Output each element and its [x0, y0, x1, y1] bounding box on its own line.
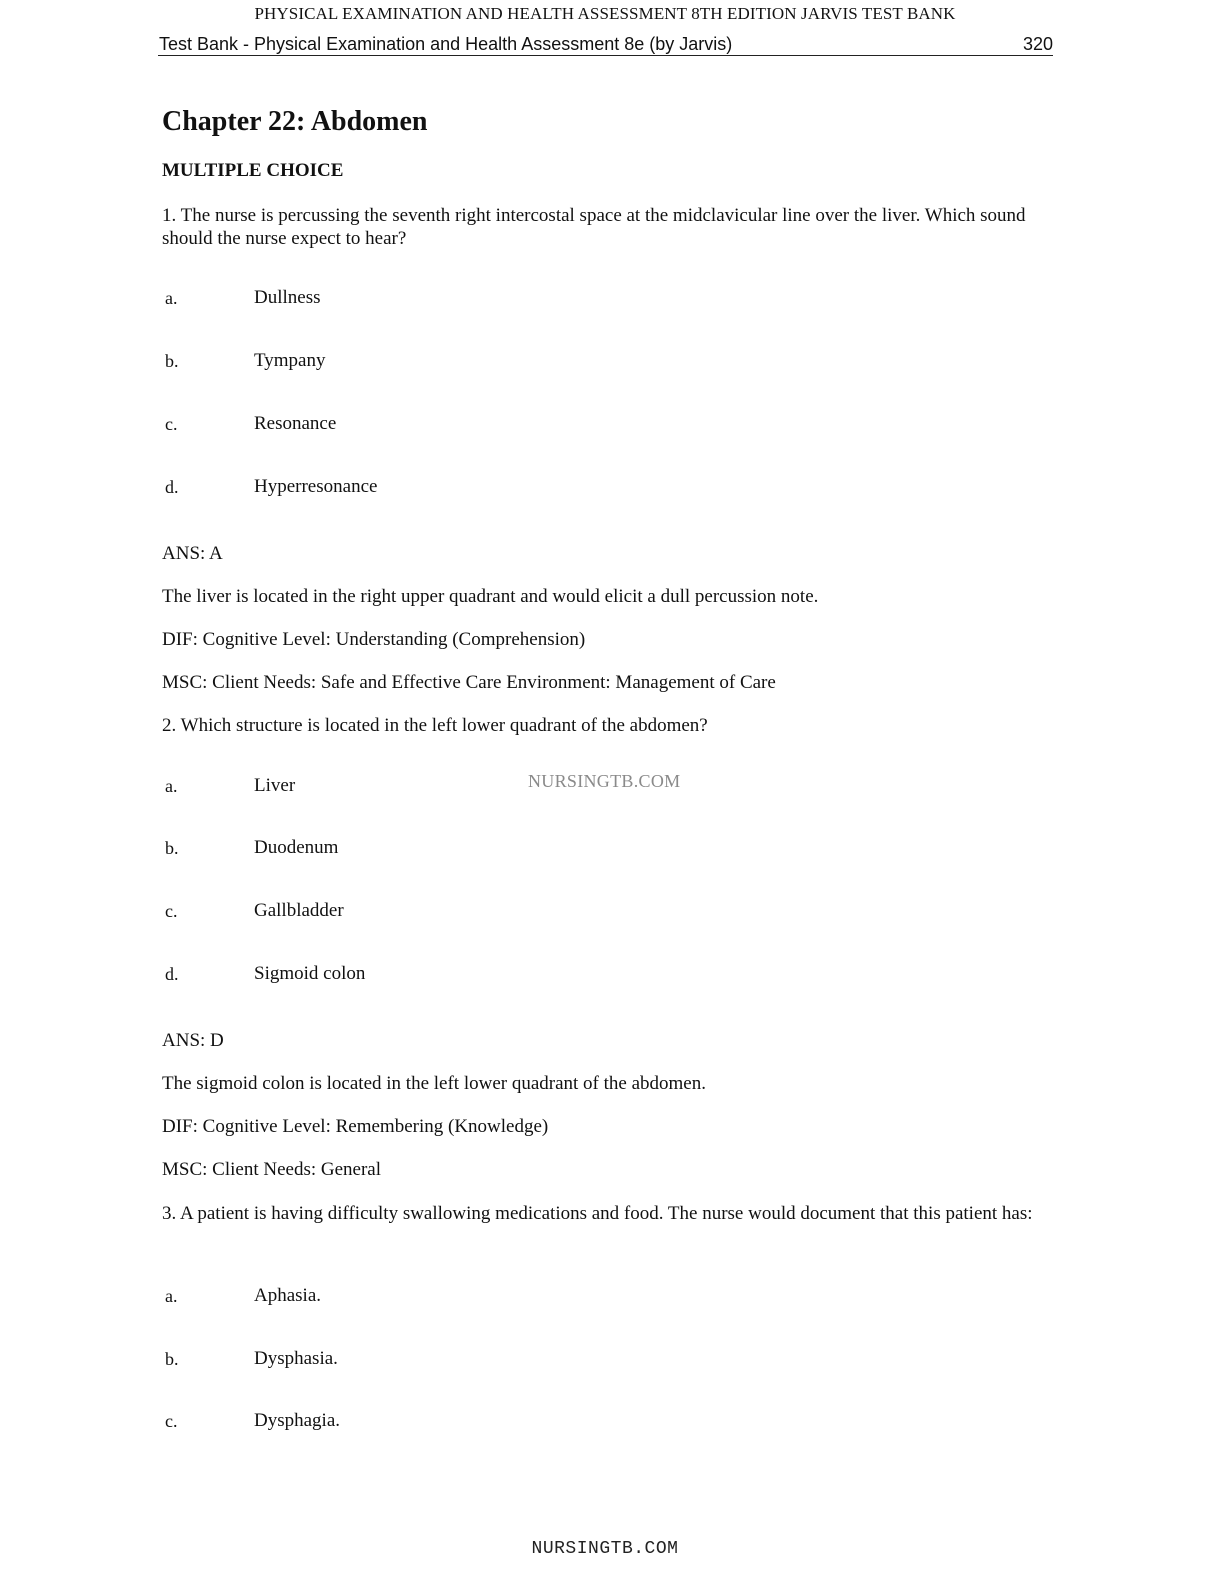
question-2-option-a-text: Liver — [254, 775, 296, 796]
question-1-option-d-text: Hyperresonance — [254, 476, 378, 497]
question-2-option-b-letter: b. — [165, 838, 179, 858]
question-2-option-d-letter: d. — [165, 964, 179, 984]
page-number: 320 — [1022, 34, 1053, 54]
question-2-option-a-letter: a. — [165, 776, 178, 796]
question-3-stem: 3. A patient is having difficulty swallowing medications and food. The nurse would document that this patient has: — [162, 1203, 1033, 1224]
question-2-option-d-text: Sigmoid colon — [254, 963, 366, 984]
question-1-stem: 1. The nurse is percussing the seventh right intercostal space at the midclavicular line over the liver. Which sound should the nurse expect to hear? — [162, 205, 1026, 249]
question-3-option-c-text: Dysphagia. — [254, 1410, 341, 1431]
question-1-option-b-text: Tympany — [254, 350, 326, 371]
question-3-option-a-letter: a. — [165, 1286, 178, 1306]
watermark-text: NURSINGTB.COM — [528, 771, 681, 791]
question-3-option-c-letter: c. — [165, 1411, 178, 1431]
footer-watermark: NURSINGTB.COM — [531, 1539, 679, 1559]
question-1-client-needs: MSC: Client Needs: Safe and Effective Care Environment: Management of Care — [162, 672, 776, 693]
header-title: Test Bank - Physical Examination and Health Assessment 8e (by Jarvis) — [159, 34, 733, 54]
question-1-option-a-letter: a. — [165, 288, 178, 308]
question-1-answer: ANS: A — [162, 543, 223, 564]
question-2-stem: 2. Which structure is located in the left lower quadrant of the abdomen? — [162, 715, 708, 736]
question-2-answer: ANS: D — [162, 1030, 224, 1051]
question-2-option-c-letter: c. — [165, 901, 178, 921]
question-2-option-b-text: Duodenum — [254, 837, 339, 858]
question-3-option-b-letter: b. — [165, 1349, 179, 1369]
question-1-option-a-text: Dullness — [254, 287, 321, 308]
question-1-option-c-letter: c. — [165, 414, 178, 434]
question-2-client-needs: MSC: Client Needs: General — [162, 1159, 381, 1180]
question-1-difficulty: DIF: Cognitive Level: Understanding (Comprehension) — [162, 629, 586, 650]
running-header — [158, 34, 1053, 56]
question-3-option-b-text: Dysphasia. — [254, 1348, 338, 1369]
document-top-banner: PHYSICAL EXAMINATION AND HEALTH ASSESSMENT 8TH EDITION JARVIS TEST BANK — [254, 4, 956, 23]
question-1-option-d-letter: d. — [165, 477, 179, 497]
question-1-rationale: The liver is located in the right upper quadrant and would elicit a dull percussion note. — [162, 586, 819, 607]
question-2-option-c-text: Gallbladder — [254, 900, 344, 921]
question-2-difficulty: DIF: Cognitive Level: Remembering (Knowledge) — [162, 1116, 549, 1137]
question-3-option-a-text: Aphasia. — [254, 1285, 322, 1306]
question-1-option-c-text: Resonance — [254, 413, 337, 434]
section-title: MULTIPLE CHOICE — [162, 160, 344, 181]
chapter-title: Chapter 22: Abdomen — [162, 106, 428, 137]
question-1-option-b-letter: b. — [165, 351, 179, 371]
question-2-rationale: The sigmoid colon is located in the left lower quadrant of the abdomen. — [162, 1073, 706, 1094]
